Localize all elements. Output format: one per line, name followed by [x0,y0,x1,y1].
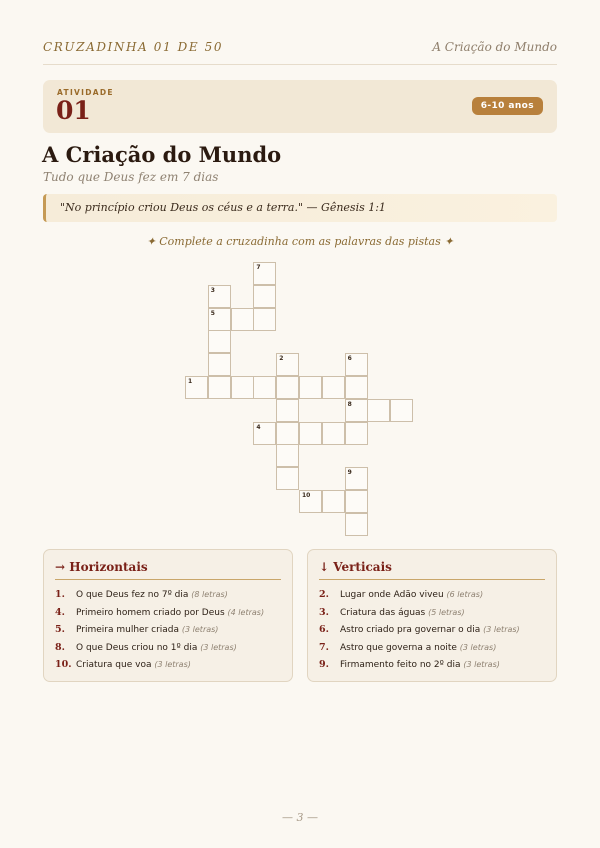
crossword-cell[interactable] [345,513,368,536]
clue-text: O que Deus fez no 7º dia [76,590,189,600]
crossword-cell[interactable] [276,444,299,467]
crossword-cell[interactable] [322,376,345,399]
crossword-cell[interactable] [345,399,368,422]
page-title: A Criação do Mundo [42,142,282,167]
crossword-cell[interactable] [345,376,368,399]
clue-number: 3. [319,606,329,618]
cell-number: 7 [256,264,261,271]
cell-number: 9 [347,469,352,477]
clue-hint: (6 letras) [446,590,484,599]
crossword-cell[interactable] [208,308,231,331]
crossword-cell[interactable] [231,308,254,331]
crossword-cell[interactable] [276,467,299,490]
down-clue [319,639,545,657]
down-clue-list [319,586,545,674]
crossword-cell[interactable] [276,376,299,399]
clue-hint: (3 letras) [483,625,520,635]
crossword-cell[interactable] [299,376,322,399]
across-clue [55,656,281,674]
cell-number: 1 [188,378,193,385]
bible-verse: "No princípio criou Deus os céus e a terra." — Gênesis 1:1 [43,194,557,222]
topic-label: A Criação do Mundo [432,40,557,54]
clue-hint: (3 letras) [154,660,191,670]
crossword-cell[interactable] [185,376,208,399]
clue-hint: (3 letras) [463,660,500,670]
clue-hint: (4 letras) [227,607,265,617]
cell-number: 8 [347,400,352,408]
clue-hint: (5 letras) [428,607,465,617]
crossword-cell[interactable] [299,490,322,513]
activity-number: 01 [56,96,91,125]
down-clues-panel [307,549,557,682]
cell-number: 3 [210,286,215,294]
page-header [43,40,557,65]
clue-number: 7. [319,641,329,653]
crossword-cell[interactable] [276,399,299,422]
crossword-cell[interactable] [253,262,276,285]
crossword-cell[interactable] [390,399,413,422]
crossword-cell[interactable] [253,308,276,331]
down-clue [319,586,545,604]
across-clue [55,639,281,657]
crossword-cell[interactable] [345,422,368,445]
clue-number: 2. [319,589,329,600]
clue-text: Lugar onde Adão viveu [340,590,444,600]
crossword-cell[interactable] [367,399,390,422]
crossword-cell[interactable] [276,422,299,445]
across-clue [55,586,281,604]
crossword-cell[interactable] [322,422,345,445]
across-clue [55,604,281,622]
clue-number: 6. [319,624,329,636]
series-label: CRUZADINHA 01 DE 50 [43,40,224,54]
down-clue [319,604,545,622]
crossword-cell[interactable] [208,353,231,376]
clue-number: 9. [319,659,329,671]
clue-text: Criatura que voa [76,660,152,671]
across-title: → Horizontais [55,560,281,580]
cell-number: 6 [347,355,352,363]
clue-hint: (3 letras) [200,642,237,652]
crossword-cell[interactable] [253,422,276,445]
down-clue [319,656,545,674]
clue-text: O que Deus criou no 1º dia [76,642,198,653]
instruction-text: ✦ Complete a cruzadinha com as palavras das pistas ✦ [146,235,454,248]
crossword-cell[interactable] [299,422,322,445]
down-clue [319,621,545,639]
clue-number: 5. [55,624,65,636]
clue-text: Primeira mulher criada [76,625,180,636]
clue-text: Criatura das águas [340,607,426,618]
cell-number: 10 [302,492,311,499]
clue-number: 10. [55,659,72,671]
clue-hint: (3 letras) [181,625,219,635]
crossword-cell[interactable] [253,285,276,308]
page-number: — 3 — [282,811,318,824]
clue-text: Astro que governa a noite [340,642,457,653]
clue-number: 4. [55,606,65,618]
activity-kicker: ATIVIDADE [57,88,114,97]
cell-number: 4 [256,423,261,431]
clue-text: Primeiro homem criado por Deus [76,607,225,618]
clue-hint: (8 letras) [191,590,228,599]
clue-number: 8. [55,641,65,653]
crossword-cell[interactable] [231,376,254,399]
crossword-cell[interactable] [208,330,231,353]
down-title: ↓ Verticais [319,560,545,580]
cell-number: 5 [210,309,215,317]
crossword-cell[interactable] [322,490,345,513]
crossword-cell[interactable] [276,353,299,376]
crossword-cell[interactable] [208,285,231,308]
across-clues-panel [43,549,293,682]
activity-banner [43,80,557,133]
clue-number: 1. [55,589,65,600]
cell-number: 2 [279,355,284,363]
clue-text: Astro criado pra governar o dia [340,625,481,636]
clue-hint: (3 letras) [459,642,497,652]
across-clue-list [55,586,281,674]
crossword-cell[interactable] [345,353,368,376]
crossword-cell[interactable] [345,490,368,513]
crossword-cell[interactable] [345,467,368,490]
page-subtitle: Tudo que Deus fez em 7 dias [43,170,219,184]
clue-text: Firmamento feito no 2º dia [340,660,461,671]
age-badge: 6-10 anos [472,97,543,115]
crossword-cell[interactable] [253,376,276,399]
across-clue [55,621,281,639]
crossword-cell[interactable] [208,376,231,399]
